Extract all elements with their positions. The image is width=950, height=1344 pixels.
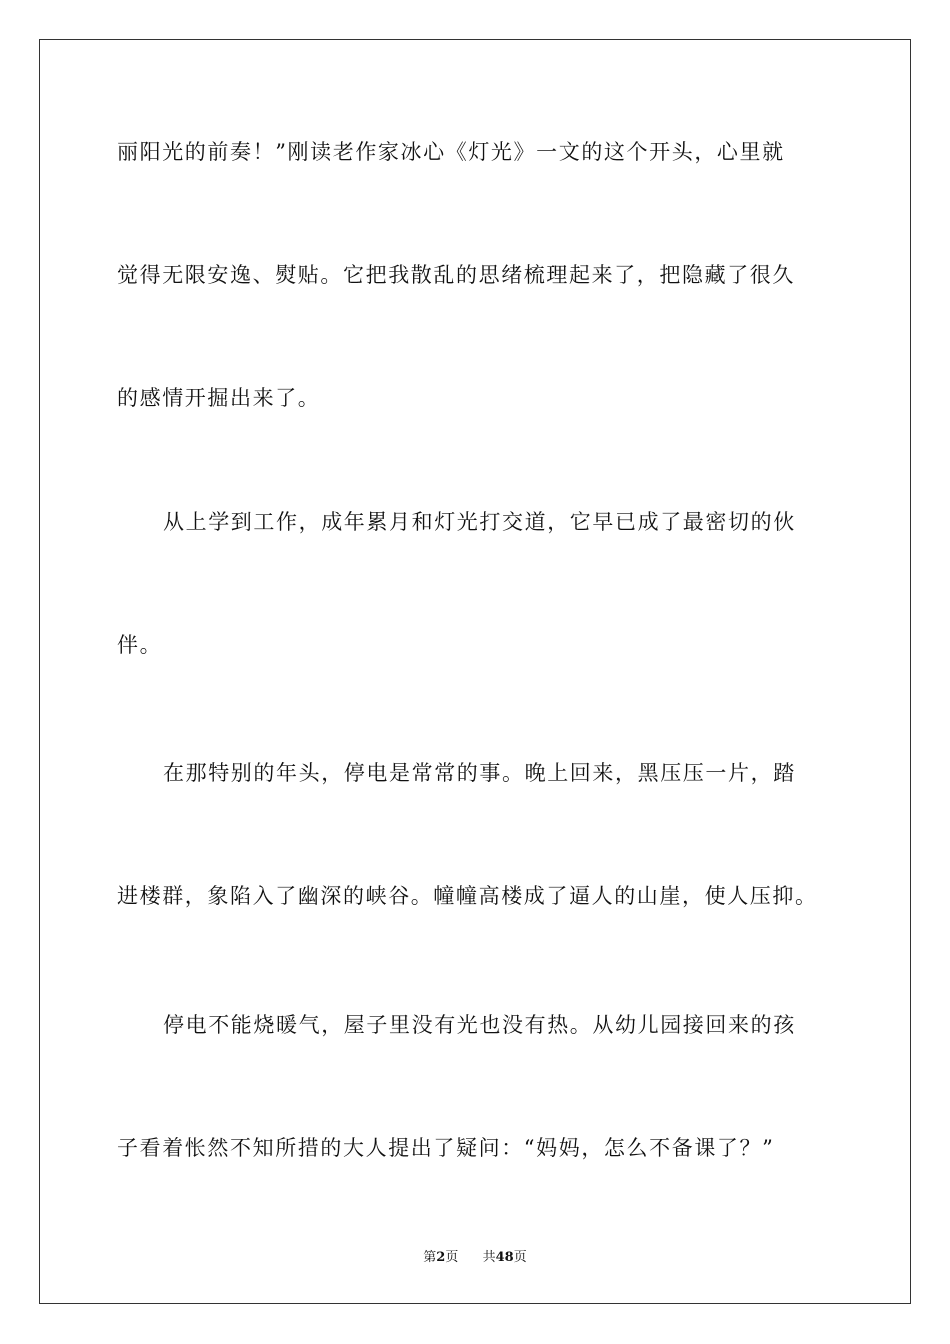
page-suffix: 页	[445, 1250, 459, 1265]
paragraph-2-line-2: 伴。	[117, 633, 163, 657]
total-prefix: 共	[482, 1250, 496, 1265]
page-footer	[0, 1246, 950, 1265]
page-total	[483, 1246, 527, 1265]
paragraph-2-line-1: 从上学到工作，成年累月和灯光打交道，它早已成了最密切的伙	[163, 510, 796, 534]
text-line-2: 觉得无限安逸、熨贴。它把我散乱的思绪梳理起来了，把隐藏了很久	[117, 263, 795, 287]
paragraph-4-line-1: 停电不能烧暖气，屋子里没有光也没有热。从幼儿园接回来的孩	[163, 1013, 796, 1037]
paragraph-3-line-1: 在那特别的年头，停电是常常的事。晚上回来，黑压压一片，踏	[163, 761, 796, 785]
paragraph-4-line-2: 子看着怅然不知所措的大人提出了疑问：“妈妈，怎么不备课了？”	[117, 1136, 775, 1160]
current-page: 2	[436, 1250, 446, 1265]
text-line-1: 丽阳光的前奏！”刚读老作家冰心《灯光》一文的这个开头，心里就	[117, 140, 785, 164]
page-prefix: 第	[423, 1250, 437, 1265]
page-border	[39, 39, 911, 1304]
total-suffix: 页	[513, 1250, 527, 1265]
text-line-3: 的感情开掘出来了。	[117, 386, 321, 410]
page-number	[423, 1246, 458, 1265]
total-pages: 48	[495, 1250, 514, 1265]
paragraph-3-line-2: 进楼群，象陷入了幽深的峡谷。幢幢高楼成了逼人的山崖，使人压抑。	[117, 884, 818, 908]
